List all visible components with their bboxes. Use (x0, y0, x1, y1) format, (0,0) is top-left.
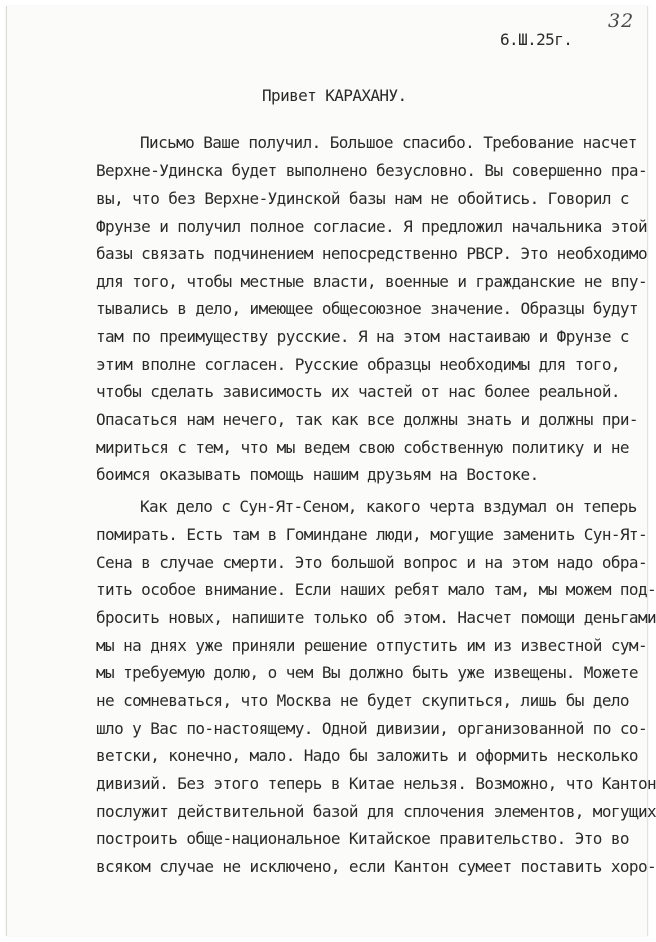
text-line: чтобы сделать зависимость их частей от нас более реальной. (96, 382, 620, 401)
text-line: этим вполне согласен. Русские образцы необходимы для того, (96, 355, 620, 374)
text-line: Письмо Ваше получил. Большое спасибо. Требование насчет (140, 133, 637, 152)
document-heading: Привет КАРАХАНУ. (262, 86, 407, 105)
text-line: построить обще-национальное Китайское правительство. Это во (96, 829, 629, 848)
text-line: тить особое внимание. Если наших ребят мало там, мы можем под- (96, 580, 656, 599)
text-line: мы на днях уже приняли решение отпустить им из известной сум- (96, 636, 648, 655)
text-line: вы, что без Верхне-Удинской базы нам не обойтись. Говорил с (96, 189, 629, 208)
text-line: Как дело с Сун-Ят-Сеном, какого черта вздумал он теперь (140, 497, 637, 516)
text-line: там по преимуществу русские. Я на этом настаиваю и Фрунзе с (96, 327, 629, 346)
text-line: не сомневаться, что Москва не будет скупиться, лишь бы дело (96, 691, 629, 710)
text-line: мириться с тем, что мы ведем свою собственную политику и не (96, 438, 629, 457)
text-line: Фрунзе и получил полное согласие. Я предложил начальника этой (96, 217, 648, 236)
document-date: 6.Ш.25г. (500, 30, 573, 49)
page-number: 32 (608, 10, 635, 32)
text-line: послужит действительной базой для сплочения элементов, могущих (96, 802, 656, 821)
text-line: для того, чтобы местные власти, военные и гражданские не впу- (96, 272, 648, 291)
text-line: дивизий. Без этого теперь в Китае нельзя. Возможно, что Кантон (96, 774, 656, 793)
text-line: Сена в случае смерти. Это большой вопрос и на этом надо обра- (96, 553, 648, 572)
text-line: всяком случае не исключено, если Кантон сумеет поставить хоро- (96, 857, 656, 876)
text-line: тывались в дело, имеющее общесоюзное значение. Образцы будут (96, 299, 638, 318)
text-line: ветски, конечно, мало. Надо бы заложить и оформить несколько (96, 746, 638, 765)
text-line: мы требуемую долю, о чем Вы должно быть уже извещены. Можете (96, 663, 638, 682)
text-line: бросить новых, напишите только об этом. Насчет помощи деньгами (96, 608, 656, 627)
text-line: помирать. Есть там в Гоминдане люди, могущие заменить Сун-Ят- (96, 525, 648, 544)
text-line: боимся оказывать помощь нашим друзьям на Востоке. (96, 465, 539, 484)
text-line: базы связать подчинением непосредственно РВСР. Это необходимо (96, 244, 648, 263)
text-line: Опасаться нам нечего, так как все должны знать и должны при- (96, 410, 638, 429)
text-line: Верхне-Удинска будет выполнено безусловно. Вы совершенно пра- (96, 161, 648, 180)
text-line: шло у Вас по-настоящему. Одной дивизии, организованной по со- (96, 719, 648, 738)
